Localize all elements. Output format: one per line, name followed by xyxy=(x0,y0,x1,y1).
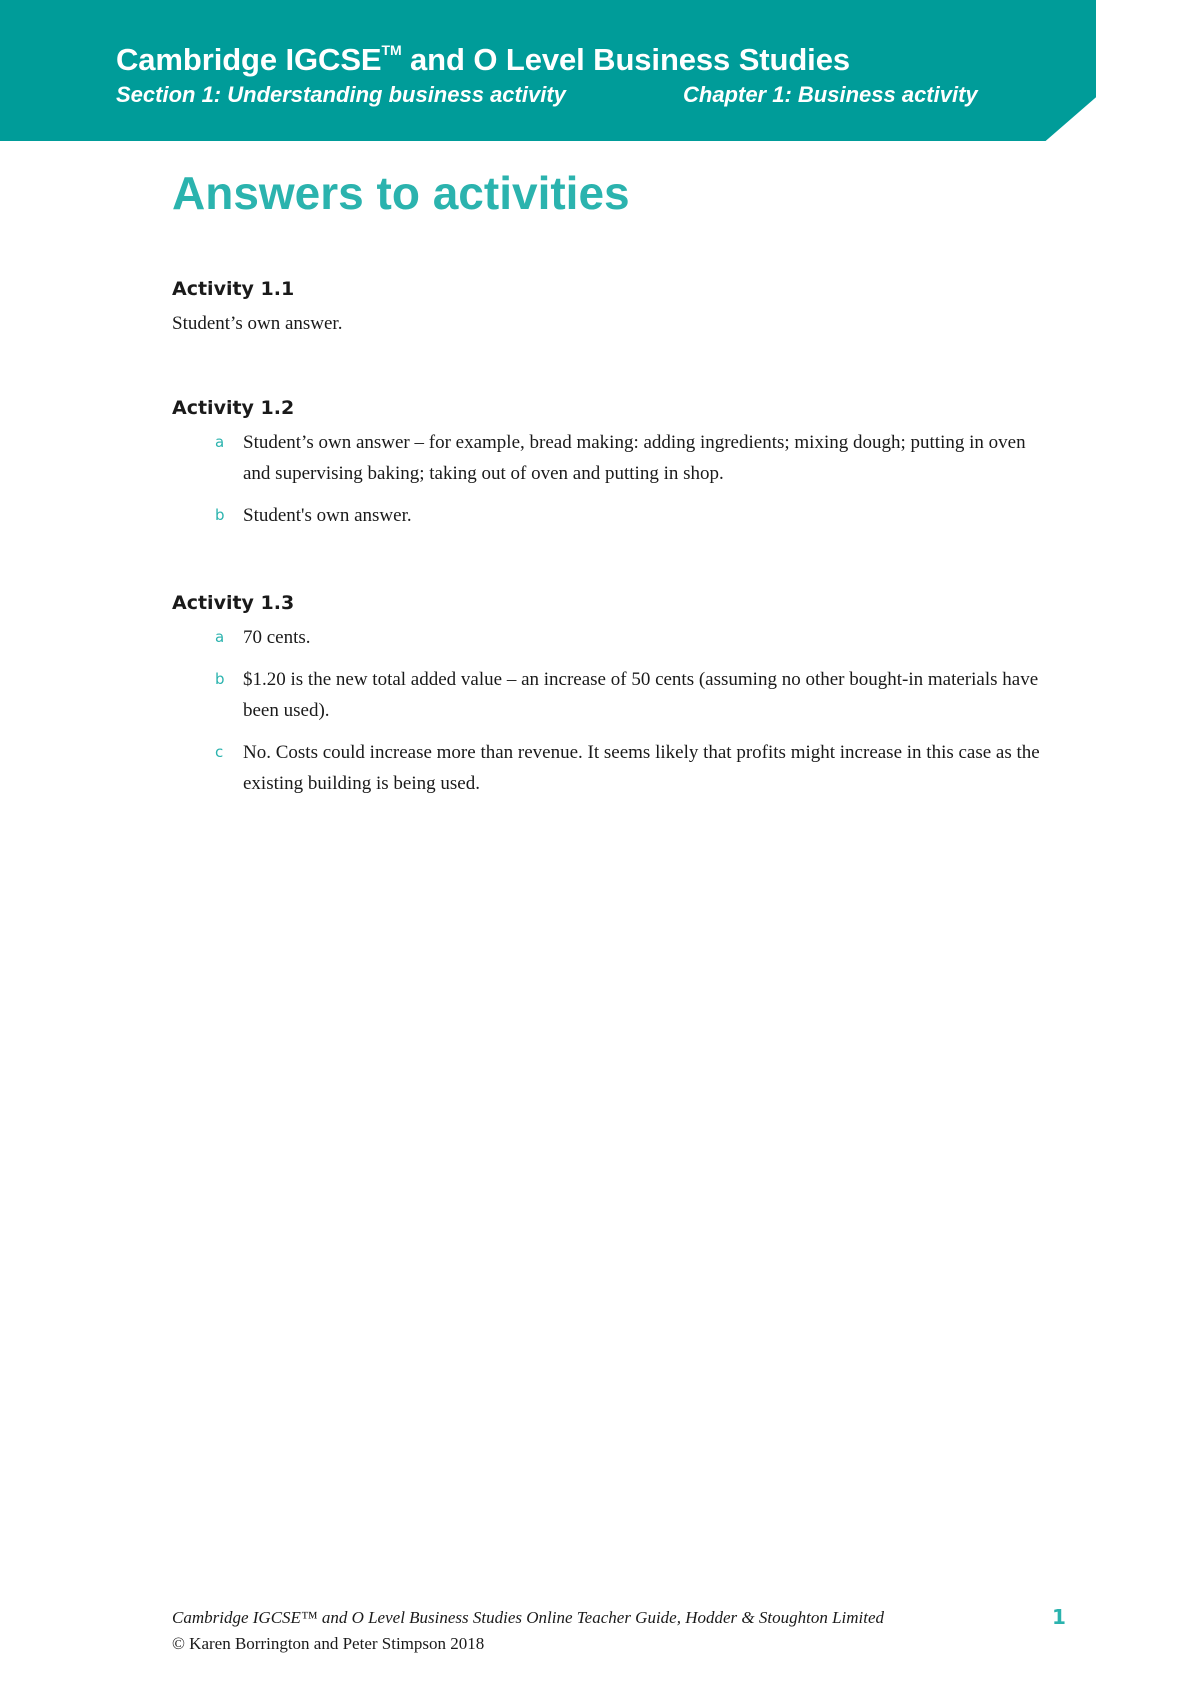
activity-answer: Student’s own answer. xyxy=(172,313,343,334)
activity-1-3 xyxy=(172,590,1052,810)
answer-item xyxy=(172,737,1053,799)
answer-marker: b xyxy=(215,670,225,688)
answer-item xyxy=(172,500,1053,531)
chapter-label: Chapter 1: Business activity xyxy=(683,82,978,107)
footer-copyright: © Karen Borrington and Peter Stimpson 2018 xyxy=(172,1634,485,1653)
activity-1-2 xyxy=(172,395,1052,542)
answer-list xyxy=(172,427,1052,531)
activity-heading: Activity 1.1 xyxy=(172,278,295,300)
answer-marker: c xyxy=(215,743,224,761)
answer-text: Student's own answer. xyxy=(243,505,412,526)
answer-item xyxy=(172,622,1053,653)
answer-text: $1.20 is the new total added value – an increase of 50 cents (assuming no other bought-in materials have been used). xyxy=(243,669,1039,721)
footer-reference: Cambridge IGCSE™ and O Level Business Studies Online Teacher Guide, Hodder & Stoughton Limited xyxy=(172,1608,885,1627)
answer-marker: b xyxy=(215,506,225,524)
answer-marker: a xyxy=(215,433,225,451)
trademark-mark: TM xyxy=(381,41,402,58)
activity-heading: Activity 1.3 xyxy=(172,592,295,614)
activity-heading: Activity 1.2 xyxy=(172,397,295,419)
answer-item xyxy=(172,664,1053,726)
book-title-main: Cambridge IGCSE xyxy=(116,42,382,77)
answer-text: Student’s own answer – for example, bread making: adding ingredients; mixing dough; putting in oven and supervising baking; taking out of oven and putting in shop. xyxy=(243,432,1026,484)
section-label: Section 1: Understanding business activity xyxy=(116,82,566,107)
answer-item xyxy=(172,427,1053,489)
page-number: 1 xyxy=(1052,1605,1066,1629)
activity-1-1 xyxy=(172,276,1052,338)
answer-text: 70 cents. xyxy=(243,627,311,648)
book-title xyxy=(116,42,850,78)
page-title: Answers to activities xyxy=(172,167,630,219)
answer-marker: a xyxy=(215,628,225,646)
answer-list xyxy=(172,622,1052,799)
book-title-rest: and O Level Business Studies xyxy=(401,42,850,77)
answer-text: No. Costs could increase more than revenue. It seems likely that profits might increase in this case as the existing building is being used. xyxy=(243,742,1040,794)
